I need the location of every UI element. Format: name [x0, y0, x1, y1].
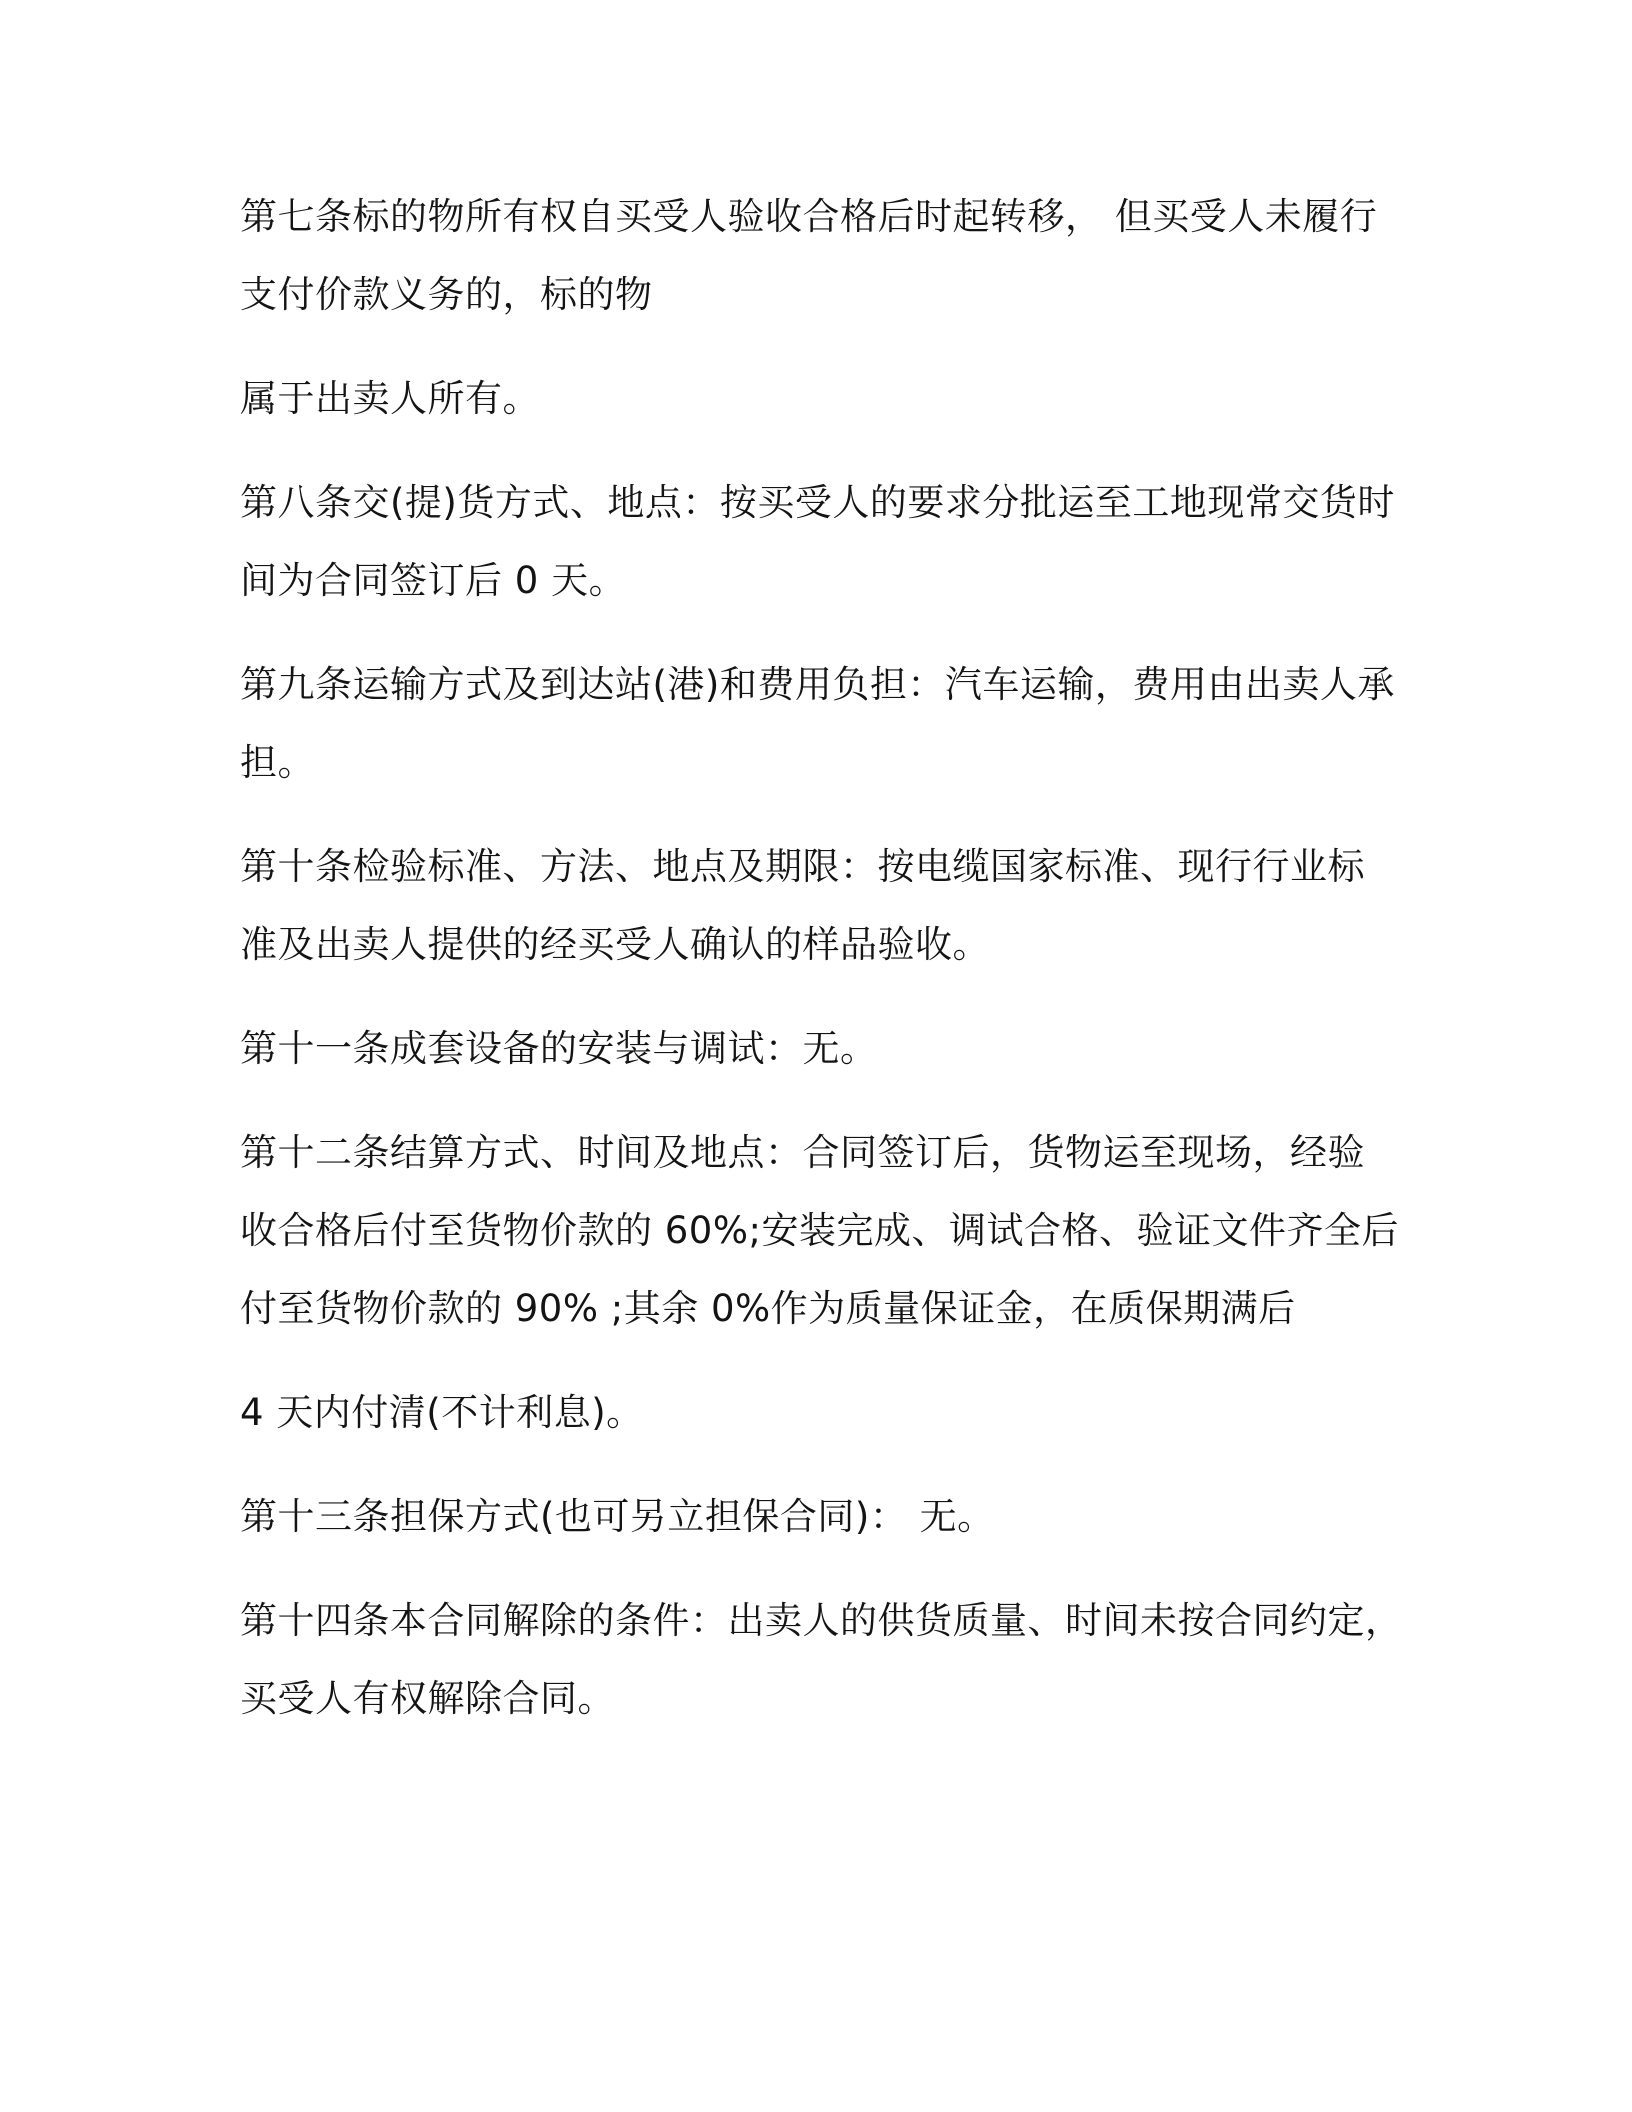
paragraph-line: 第十二条结算方式、时间及地点：合同签订后，货物运至现场，经验 — [240, 1131, 1365, 1174]
paragraph-article-14 — [240, 1582, 1403, 1738]
paragraph-line: 准及出卖人提供的经买受人确认的样品验收。 — [240, 923, 990, 966]
paragraph-line: 收合格后付至货物价款的 60%;安装完成、调试合格、验证文件齐全后 — [240, 1209, 1399, 1252]
paragraph-article-11 — [240, 1010, 1400, 1088]
paragraph-line: 买受人有权解除合同。 — [240, 1677, 615, 1720]
paragraph-line: 担。 — [240, 741, 315, 784]
paragraph-line: 第十条检验标准、方法、地点及期限：按电缆国家标准、现行行业标 — [240, 845, 1365, 888]
document-body — [240, 178, 1403, 1764]
paragraph-line: 属于出卖人所有。 — [240, 377, 540, 420]
paragraph-article-12 — [240, 1114, 1400, 1348]
paragraph-article-12-continued — [240, 1374, 1400, 1452]
paragraph-line: 第九条运输方式及到达站(港)和费用负担：汽车运输，费用由出卖人承 — [240, 663, 1395, 706]
paragraph-line: 4 天内付清(不计利息)。 — [240, 1391, 644, 1434]
paragraph-article-13 — [240, 1478, 1400, 1556]
paragraph-line: 付至货物价款的 90% ;其余 0%作为质量保证金，在质保期满后 — [240, 1287, 1296, 1330]
paragraph-line: 第十一条成套设备的安装与调试：无。 — [240, 1027, 878, 1070]
paragraph-article-10 — [240, 828, 1400, 984]
paragraph-article-8 — [240, 464, 1400, 620]
paragraph-line: 第十四条本合同解除的条件：出卖人的供货质量、时间未按合同约定， — [240, 1599, 1403, 1642]
paragraph-line: 第七条标的物所有权自买受人验收合格后时起转移， 但买受人未履行 — [240, 195, 1378, 238]
paragraph-line: 间为合同签订后 0 天。 — [240, 559, 627, 602]
paragraph-article-9 — [240, 646, 1400, 802]
paragraph-article-7-continued — [240, 360, 1400, 438]
paragraph-article-7 — [240, 178, 1400, 334]
paragraph-line: 第十三条担保方式(也可另立担保合同)： 无。 — [240, 1495, 995, 1538]
paragraph-line: 支付价款义务的，标的物 — [240, 273, 653, 316]
paragraph-line: 第八条交(提)货方式、地点：按买受人的要求分批运至工地现常交货时 — [240, 481, 1395, 524]
